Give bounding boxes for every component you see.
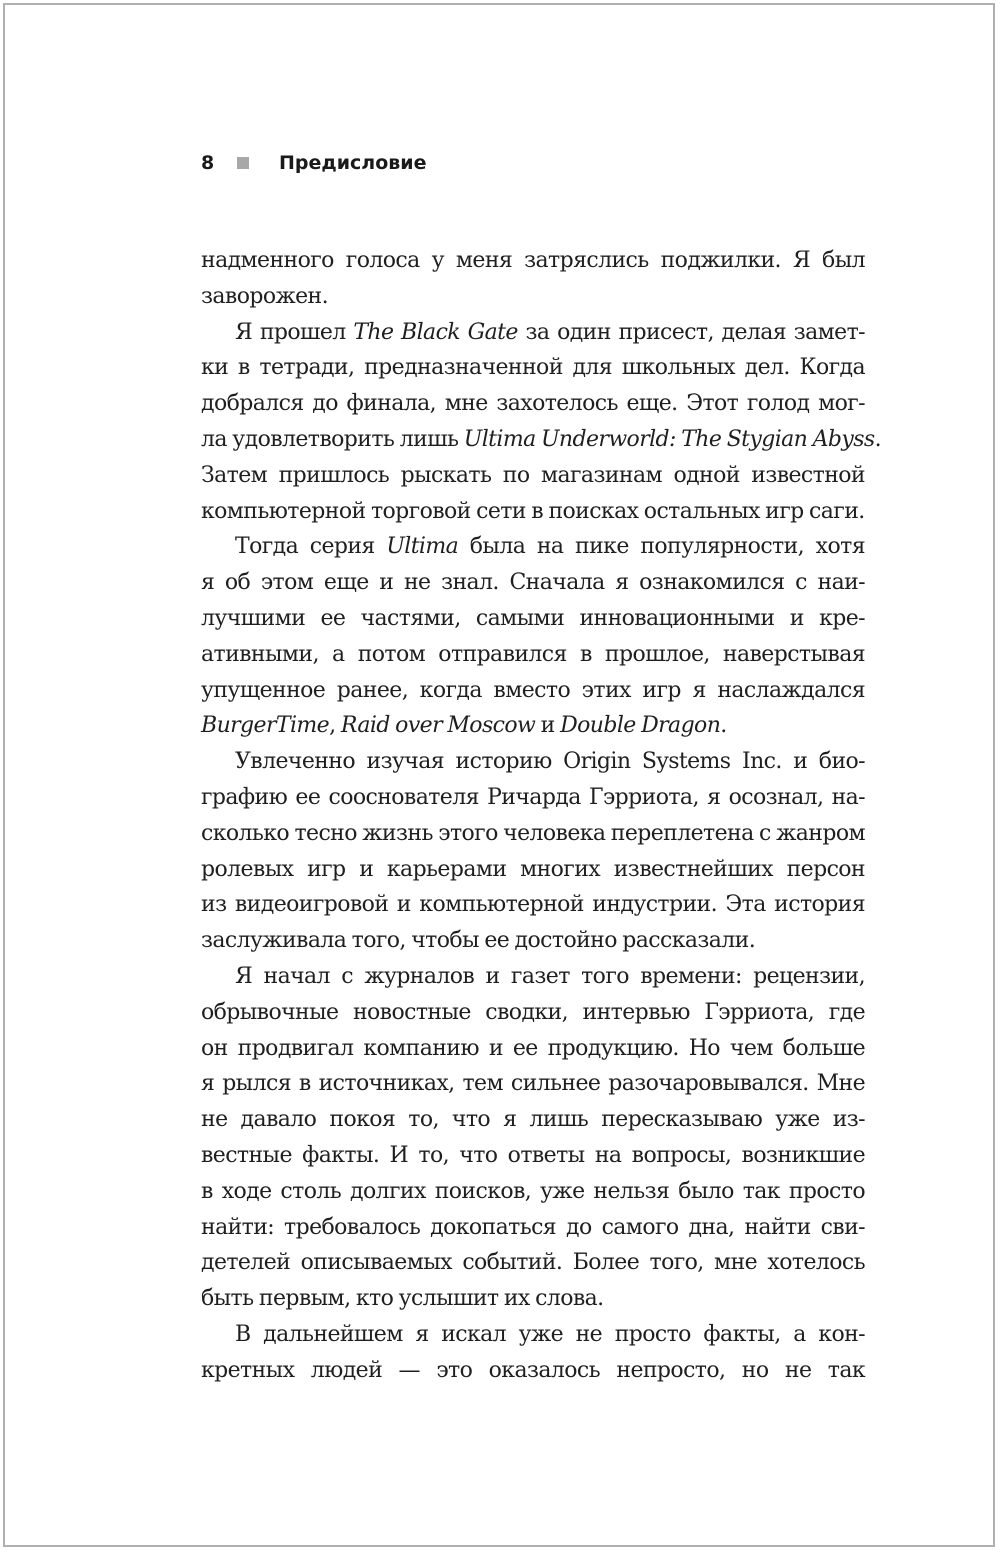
text-line [201,458,865,494]
italic-title: The Black Gate [353,319,518,345]
text-run: графию ее сооснователя Ричарда Гэрриота, я осознал, на- [201,784,865,810]
text-line [201,637,865,673]
text-line [201,315,865,351]
text-line [201,1317,865,1353]
text-run: Я прошел [235,319,354,345]
text-run: заворожен. [201,283,328,309]
text-run: детелей описываемых событий. Более того, мне хотелось [201,1250,865,1276]
text-line [201,386,865,422]
italic-title: Raid over Moscow [340,713,536,739]
text-line [201,923,865,959]
text-line [201,350,865,386]
text-run: он продвигал компанию и ее продукцию. Но чем больше [201,1035,865,1061]
text-line [201,852,865,888]
text-line [201,959,865,995]
text-line [201,1281,865,1317]
text-line [201,601,865,637]
italic-title: Double Dragon [560,713,721,739]
page [3,3,995,1547]
italic-title: Ultima Underworld: The Stygian Abyss [463,426,875,452]
text-line [201,1102,865,1138]
text-line [201,1353,865,1389]
text-run: и [535,713,561,739]
text-line [201,887,865,923]
text-line [201,708,865,744]
text-line [201,243,865,279]
text-line [201,529,865,565]
text-run: обрывочные новостные сводки, интервью Гэрриота, где [201,999,865,1025]
running-head [201,148,427,178]
text-run: ролевых игр и карьерами многих известнейших персон [201,856,865,882]
text-run: Тогда серия [235,534,387,560]
body-text [201,243,882,1389]
text-run: найти: требовалось докопаться до самого дна, найти сви- [201,1214,865,1240]
text-run: ативными, а потом отправился в прошлое, наверстывая [201,641,865,667]
text-line [201,1245,865,1281]
text-run: надменного голоса у меня затряслись поджилки. Я был [201,248,865,273]
text-run: не давало покоя то, что я лишь пересказываю уже из- [201,1107,865,1133]
text-run: . [720,713,727,739]
text-run: компьютерной торговой сети в поисках остальных игр саги. [201,498,865,524]
text-run: Затем пришлось рыскать по магазинам одной известной [201,462,865,488]
text-run: . [874,426,882,452]
text-line [201,1031,865,1067]
text-run: лучшими ее частями, самыми инновационными и кре- [201,605,865,631]
square-bullet-icon [237,157,249,169]
text-run: , [329,713,341,739]
text-line [201,1210,865,1246]
text-line [201,494,865,530]
text-run: заслуживала того, чтобы ее достойно рассказали. [201,928,756,954]
text-run: В дальнейшем я искал уже не просто факты, а кон- [235,1321,865,1347]
text-run: за один присест, делая замет- [517,319,865,345]
text-run: кретных людей — это оказалось непросто, но не так [201,1357,865,1383]
text-run: ки в тетради, предназначенной для школьных дел. Когда [201,355,865,381]
text-line [201,1138,865,1174]
text-line [201,422,882,458]
text-line [201,780,865,816]
text-run: я об этом еще и не знал. Сначала я ознакомился с наи- [201,570,865,596]
text-run: вестные факты. И то, что ответы на вопросы, возникшие [201,1142,865,1168]
text-line [201,1066,865,1102]
text-run: ла удовлетворить лишь [201,426,464,452]
text-run: я рылся в источниках, тем сильнее разочаровывался. Мне [201,1071,865,1097]
italic-title: BurgerTime [201,713,330,739]
page-number: 8 [201,152,215,174]
italic-title: Ultima [386,534,459,560]
text-line [201,279,865,315]
text-line [201,673,865,709]
text-run: была на пике популярности, хотя [458,534,865,560]
text-run: сколько тесно жизнь этого человека переплетена с жанром [201,820,865,846]
text-run: быть первым, кто услышит их слова. [201,1286,604,1312]
text-run: из видеоигровой и компьютерной индустрии. Эта история [201,892,865,918]
text-line [201,816,865,852]
text-run: Увлеченно изучая историю Origin Systems Inc. и био- [235,749,865,775]
text-run: в ходе столь долгих поисков, уже нельзя было так просто [201,1178,865,1204]
text-run: добрался до финала, мне захотелось еще. Этот голод мог- [201,391,865,417]
text-line [201,565,865,601]
text-run: упущенное ранее, когда вместо этих игр я наслаждался [201,677,865,703]
text-line [201,995,865,1031]
text-line [201,1174,865,1210]
text-run: Я начал с журналов и газет того времени: рецензии, [235,963,865,989]
section-title: Предисловие [279,152,427,174]
text-line [201,744,865,780]
